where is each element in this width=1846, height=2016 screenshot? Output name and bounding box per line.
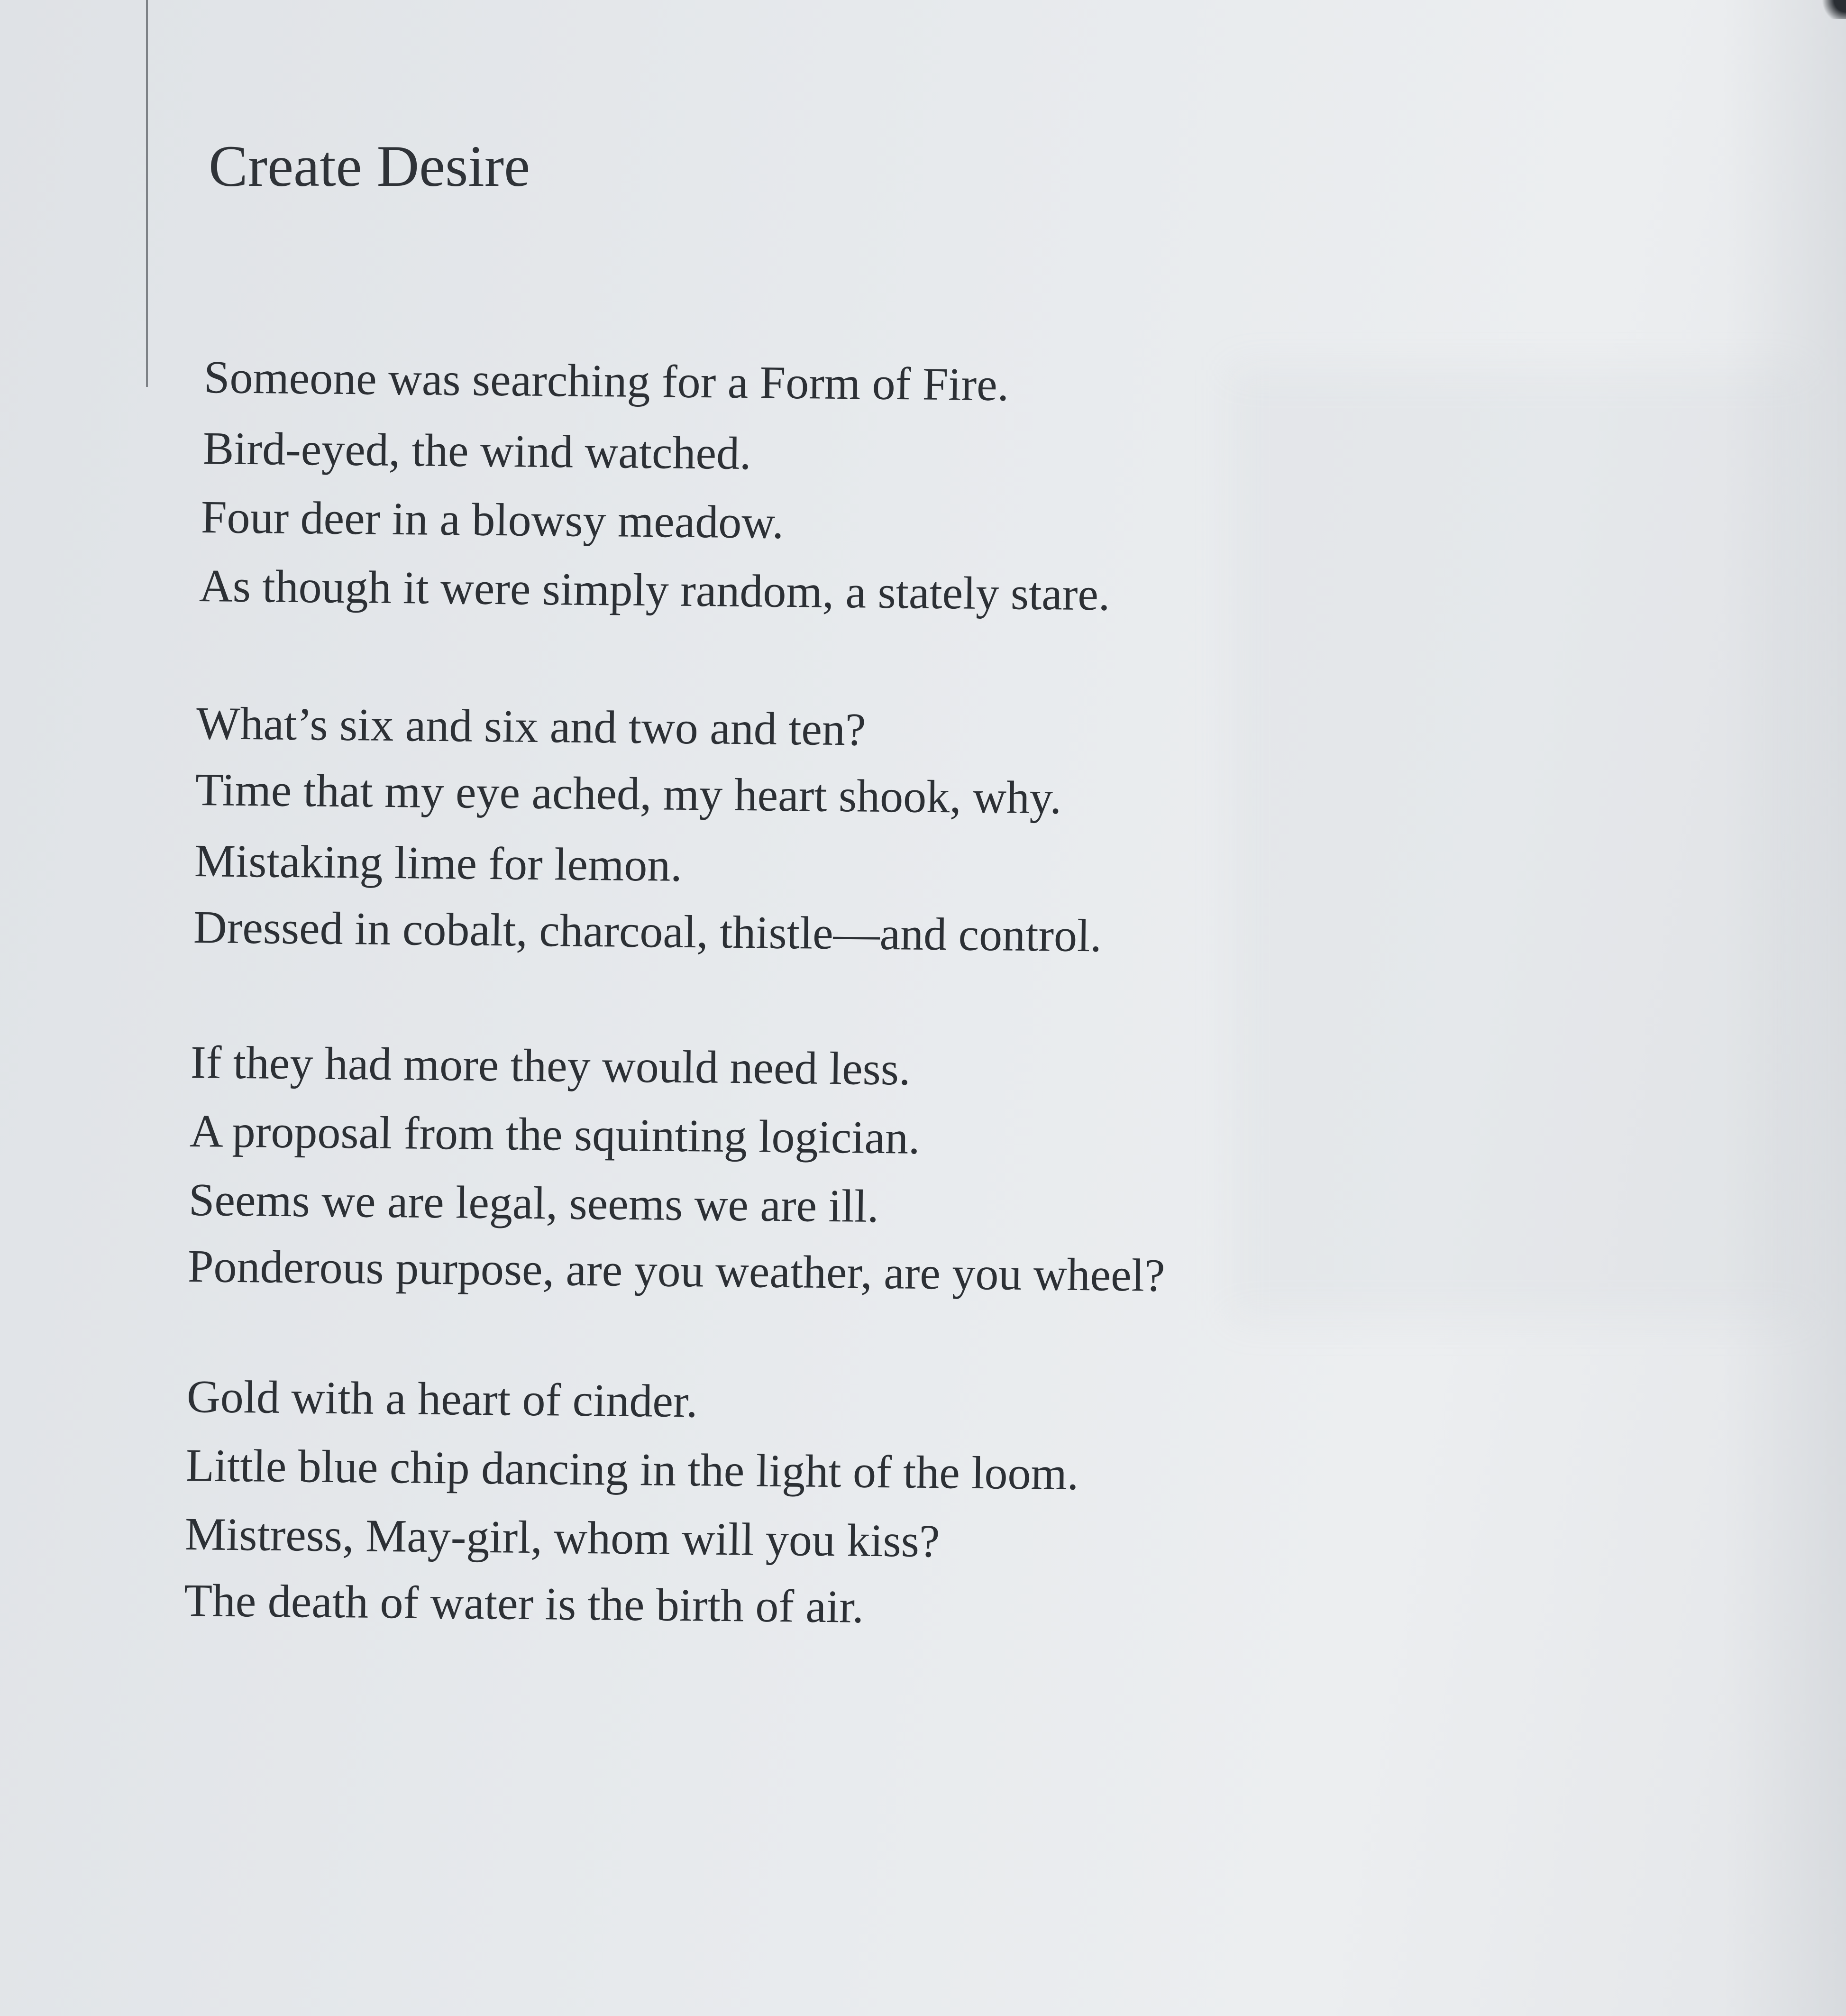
poem-line: Mistaking lime for lemon. — [194, 835, 683, 891]
poem-line: Dressed in cobalt, charcoal, thistle—and control. — [193, 902, 1102, 962]
poem-line: As though it were simply random, a stately stare. — [199, 560, 1110, 621]
poem-line: Seems we are legal, seems we are ill. — [188, 1174, 879, 1232]
poem-line: Four deer in a blowsy meadow. — [201, 492, 784, 549]
poem-line: Gold with a heart of cinder. — [186, 1371, 698, 1428]
poem-line: Mistress, May-girl, whom will you kiss? — [184, 1509, 940, 1567]
poem-line: The death of water is the birth of air. — [183, 1575, 864, 1633]
poem-line: A proposal from the squinting logician. — [189, 1106, 921, 1164]
poem-line: Little blue chip dancing in the light of the loom. — [185, 1440, 1079, 1500]
poem-line: Bird-eyed, the wind watched. — [202, 423, 752, 480]
poem-line: Someone was searching for a Form of Fire. — [203, 352, 1009, 411]
poem-line: If they had more they would need less. — [190, 1037, 911, 1095]
poem-line: Ponderous purpose, are you weather, are you wheel? — [187, 1241, 1165, 1301]
poem-title: Create Desire — [209, 134, 530, 199]
poem-line: What’s six and six and two and ten? — [196, 698, 866, 756]
poem-line: Time that my eye ached, my heart shook, why. — [195, 764, 1062, 824]
